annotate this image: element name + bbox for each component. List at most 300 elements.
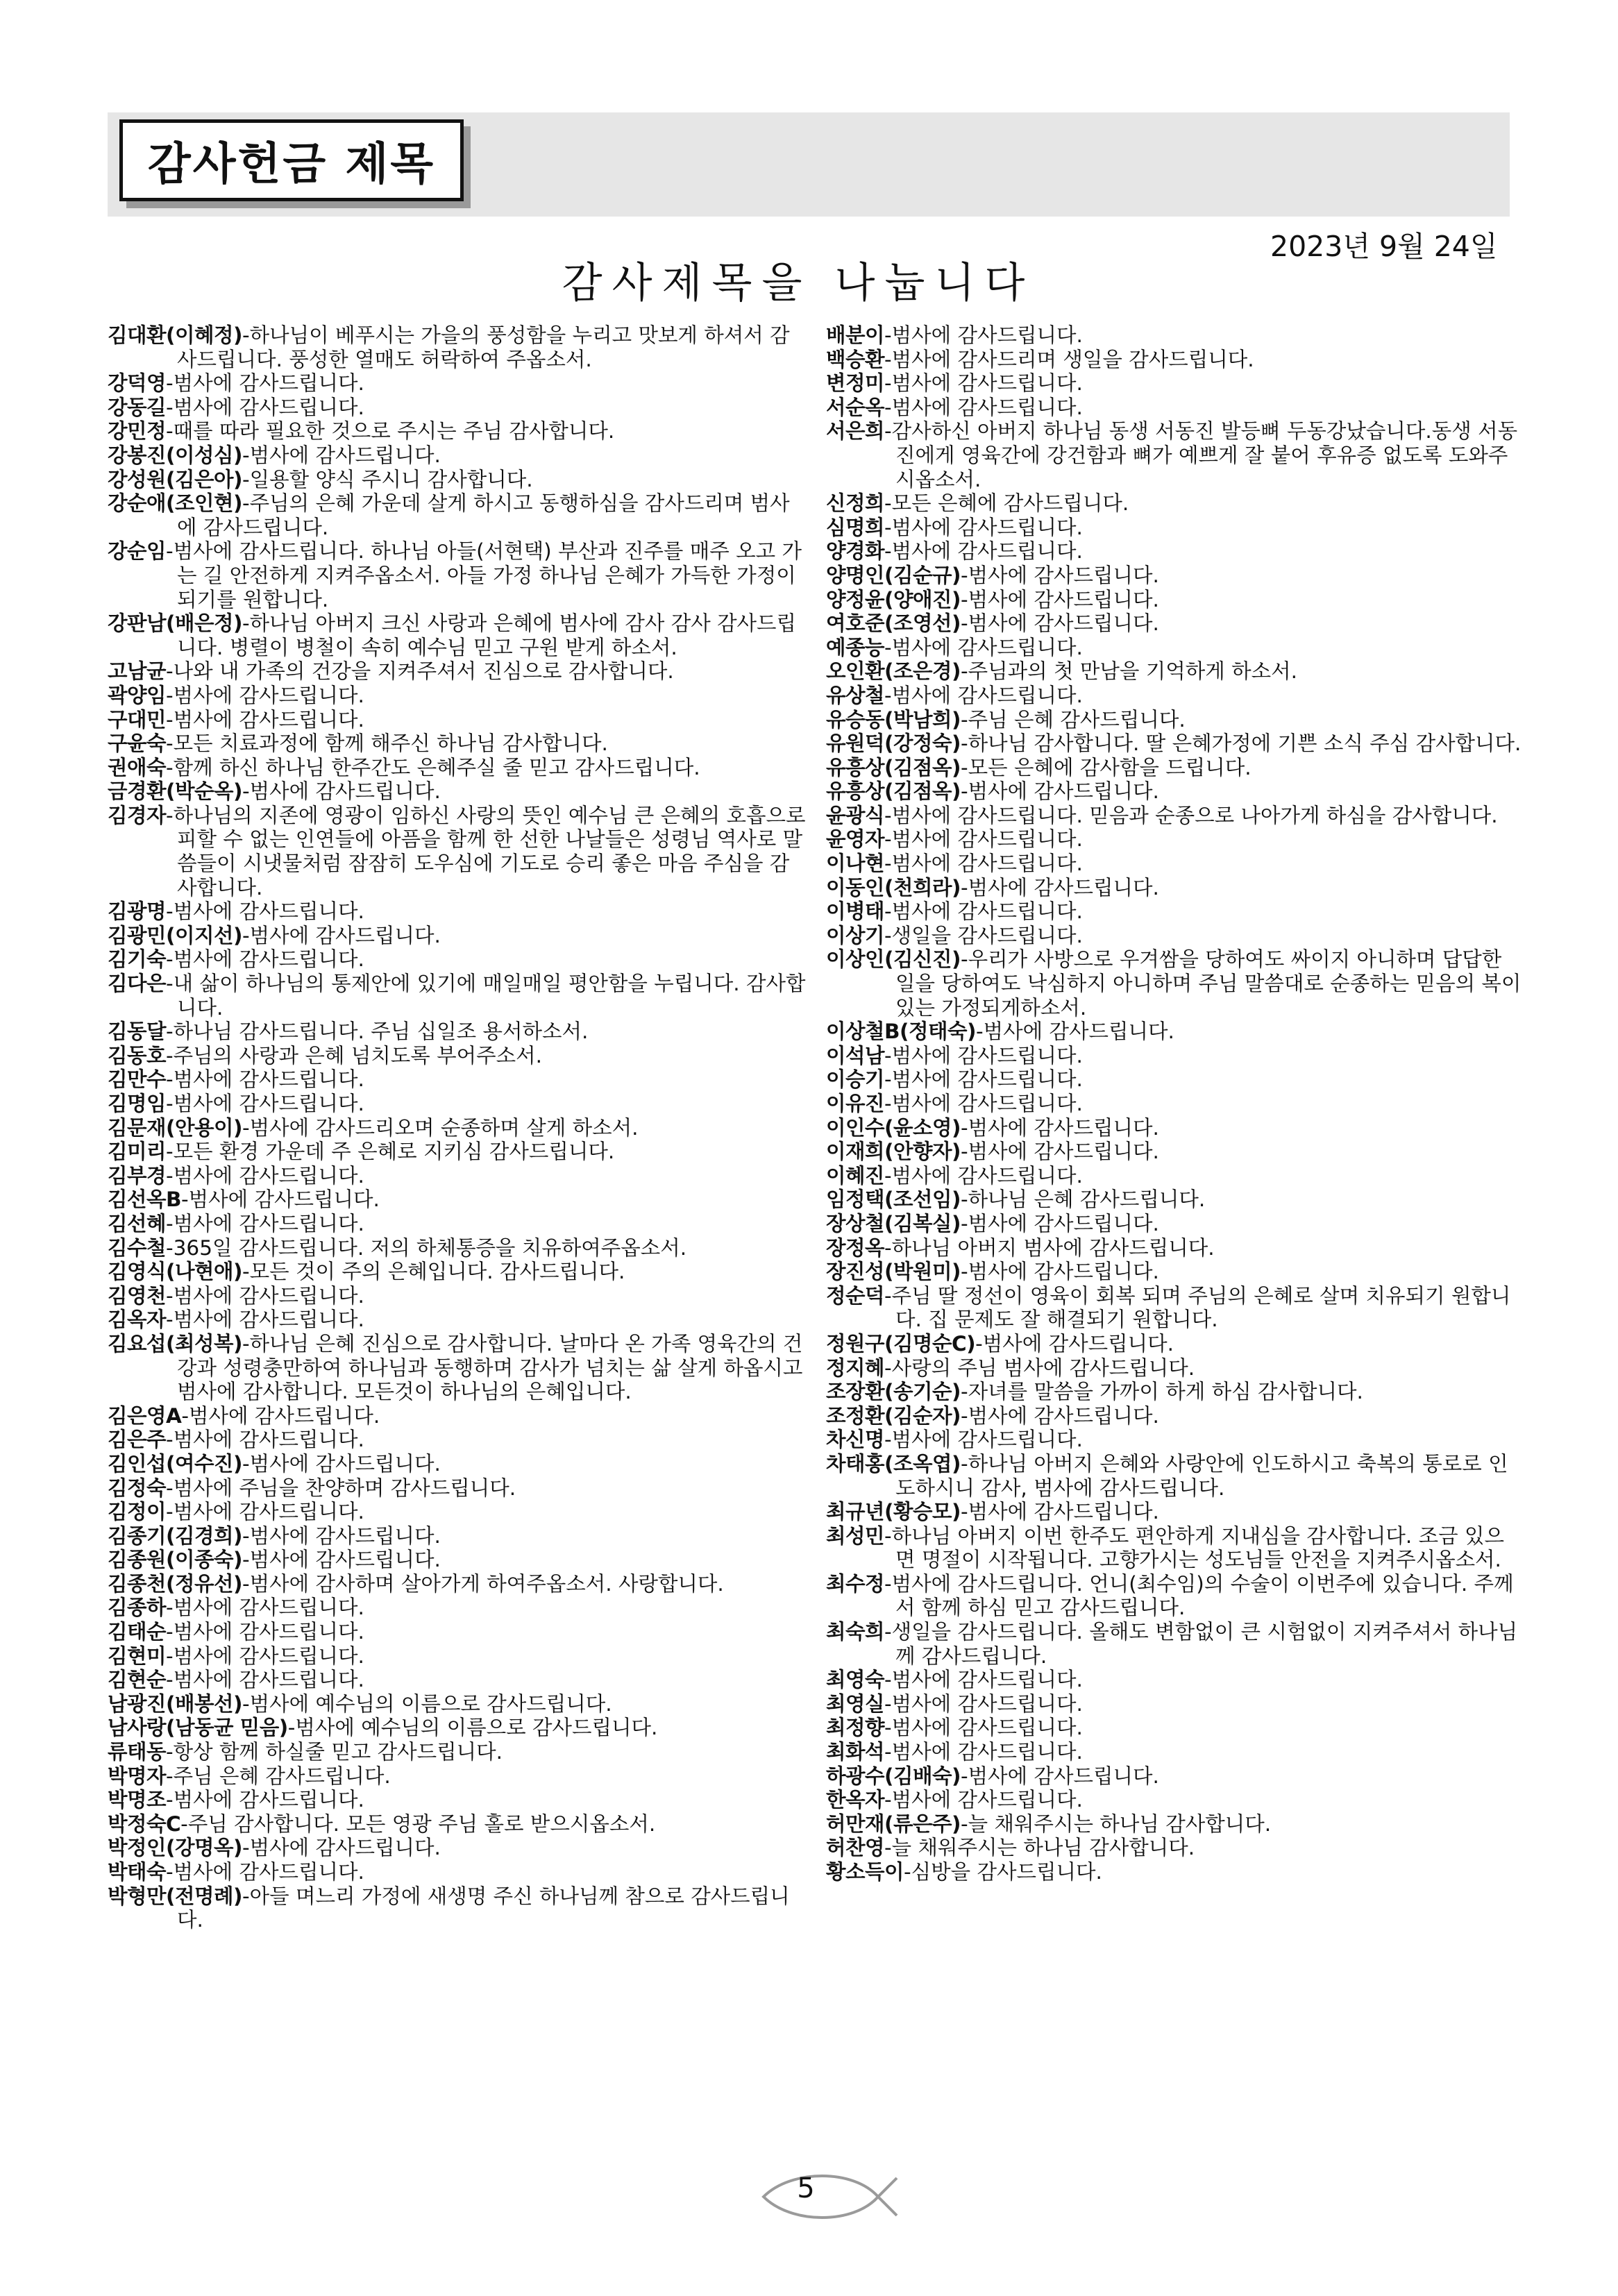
entry-name: 김선옥B <box>108 1188 181 1212</box>
entry-separator: - <box>166 1668 174 1692</box>
entry-name: 최화석 <box>826 1740 884 1764</box>
prayer-entry <box>108 419 809 444</box>
entry-text: 365일 감사드립니다. 저의 하체통증을 치유하여주옵소서. <box>173 1235 687 1260</box>
entry-separator: - <box>166 1067 174 1092</box>
entry-separator: - <box>884 1043 892 1067</box>
entry-name: 황소득이 <box>826 1860 904 1884</box>
entry-text: 범사에 감사드립니다. <box>249 443 441 467</box>
prayer-entry <box>108 1140 809 1164</box>
entry-text: 범사에 감사드립니다. <box>173 1620 364 1644</box>
prayer-entry <box>826 827 1524 852</box>
entry-name: 김미리 <box>108 1140 166 1164</box>
entry-text: 생일을 감사드립니다. 올해도 변함없이 큰 시험없이 지켜주셔서 하나님께 감사드립니다. <box>891 1620 1518 1668</box>
entry-text: 범사에 감사드립니다. <box>968 587 1159 611</box>
prayer-entry <box>108 491 809 539</box>
entry-name: 강덕영 <box>108 371 166 396</box>
entry-name: 허찬영 <box>826 1836 884 1860</box>
entry-text: 모든 은혜에 감사함을 드립니다. <box>968 755 1252 779</box>
entry-text: 자녀를 말씀을 가까이 하게 하심 감사합니다. <box>968 1380 1363 1404</box>
entry-text: 범사에 감사드립니다. <box>891 323 1083 347</box>
prayer-entry <box>108 1716 809 1740</box>
prayer-entry <box>108 924 809 948</box>
prayer-entry <box>826 1764 1524 1789</box>
entry-text: 범사에 감사드립니다. <box>891 395 1083 419</box>
entry-name: 김만수 <box>108 1067 166 1092</box>
entry-name: 최성민 <box>826 1523 884 1548</box>
entry-name: 구윤숙 <box>108 732 166 756</box>
prayer-entry <box>826 684 1524 708</box>
entry-text: 하나님 감사드립니다. 주님 십일조 용서하소서. <box>173 1020 589 1044</box>
prayer-entry <box>108 371 809 396</box>
entry-name: 임정택(조선임) <box>826 1188 961 1212</box>
prayer-entry <box>108 1860 809 1884</box>
entry-text: 범사에 감사드립니다. <box>891 683 1083 707</box>
entry-separator: - <box>166 683 174 707</box>
prayer-entry <box>826 1092 1524 1116</box>
entry-name: 남사랑(남동균 믿음) <box>108 1716 288 1740</box>
prayer-entry <box>826 900 1524 924</box>
prayer-entry <box>108 1476 809 1501</box>
entry-name: 이승기 <box>826 1067 884 1092</box>
entry-separator: - <box>166 419 174 444</box>
entry-name: 이석남 <box>826 1043 884 1067</box>
entry-separator: - <box>884 1620 892 1644</box>
entry-separator: - <box>180 1188 189 1212</box>
section-subtitle: 감사제목을 나눕니다 <box>562 259 1035 307</box>
prayer-entry <box>108 900 809 924</box>
entry-name: 김은주 <box>108 1428 166 1452</box>
entry-text: 때를 따라 필요한 것으로 주시는 주님 감사합니다. <box>173 419 615 444</box>
entry-text: 범사에 감사드립니다. <box>891 900 1083 924</box>
entry-text: 하나님 감사합니다. 딸 은혜가정에 기쁜 소식 주심 감사합니다. <box>968 732 1522 756</box>
entry-name: 최규년(황승모) <box>826 1500 961 1524</box>
prayer-entry <box>826 1788 1524 1812</box>
entry-separator: - <box>166 1596 174 1620</box>
entry-name: 장진성(박원미) <box>826 1260 961 1284</box>
entry-separator: - <box>166 707 174 732</box>
entry-name: 김경자 <box>108 803 166 827</box>
prayer-entry <box>108 756 809 780</box>
prayer-entry <box>826 1067 1524 1092</box>
prayer-entry <box>826 1044 1524 1068</box>
entry-name: 김정숙 <box>108 1476 166 1500</box>
entry-text: 범사에 예수님의 이름으로 감사드립니다. <box>249 1691 612 1716</box>
page-title-text: 감사헌금 제목 <box>147 139 436 190</box>
entry-separator: - <box>242 467 250 491</box>
prayer-entry <box>826 1692 1524 1716</box>
prayer-entry <box>108 1236 809 1260</box>
entry-separator: - <box>166 371 174 396</box>
entry-separator: - <box>884 1788 892 1812</box>
prayer-entry <box>108 1548 809 1572</box>
entry-name: 이유진 <box>826 1092 884 1115</box>
entry-separator: - <box>180 1812 188 1836</box>
entry-text: 범사에 감사드립니다. <box>173 1067 364 1092</box>
entry-name: 강순임 <box>108 539 166 564</box>
prayer-entry <box>826 1740 1524 1764</box>
entry-separator: - <box>242 1451 250 1476</box>
entry-separator: - <box>242 611 250 636</box>
prayer-entry <box>108 1332 809 1404</box>
entry-text: 주님의 사랑과 은혜 넘치도록 부어주소서. <box>173 1043 542 1067</box>
entry-text: 범사에 감사드립니다. <box>891 1740 1083 1764</box>
prayer-entry <box>826 1284 1524 1332</box>
entry-separator: - <box>884 1356 892 1380</box>
prayer-entry <box>826 1212 1524 1236</box>
prayer-entry <box>108 444 809 468</box>
entry-text: 범사에 감사드립니다. <box>983 1020 1174 1044</box>
entry-text: 범사에 감사드립니다. <box>188 1403 380 1428</box>
entry-separator: - <box>960 1260 968 1284</box>
prayer-entry <box>826 1668 1524 1692</box>
entry-separator: - <box>166 1740 174 1764</box>
prayer-entry <box>108 1644 809 1669</box>
entry-text: 범사에 감사드립니다. <box>968 1211 1159 1235</box>
prayer-entry <box>826 1860 1524 1884</box>
entry-separator: - <box>166 1140 174 1164</box>
entry-text: 범사에 감사드립니다. <box>249 923 441 947</box>
prayer-entry <box>826 539 1524 564</box>
entry-text: 범사에 감사드립니다. <box>173 1163 364 1188</box>
entry-name: 김옥자 <box>108 1308 166 1332</box>
entry-name: 김부경 <box>108 1163 166 1188</box>
entry-text: 범사에 감사드립니다. <box>891 827 1083 852</box>
entry-separator: - <box>242 1115 250 1140</box>
prayer-entry <box>826 348 1524 372</box>
prayer-entry <box>108 1500 809 1524</box>
entry-name: 이상인(김신진) <box>826 947 961 972</box>
entry-text: 범사에 감사드리오며 순종하며 살게 하소서. <box>249 1115 639 1140</box>
entry-text: 범사에 감사드립니다. <box>968 1140 1159 1164</box>
entry-text: 범사에 감사드립니다. <box>891 852 1083 876</box>
entry-text: 모든 것이 주의 은혜입니다. 감사드립니다. <box>249 1260 625 1284</box>
entry-name: 김영식(나현애) <box>108 1260 242 1284</box>
prayer-entry <box>108 1188 809 1212</box>
entry-text: 모든 은혜에 감사드립니다. <box>891 491 1129 516</box>
entry-separator: - <box>960 563 968 587</box>
entry-name: 윤영자 <box>826 827 884 852</box>
entry-separator: - <box>166 1644 174 1668</box>
entry-separator: - <box>884 1571 892 1596</box>
entry-name: 이상기 <box>826 923 884 947</box>
prayer-entry <box>108 1452 809 1476</box>
ichthys-fish-icon <box>750 2166 902 2228</box>
entry-text: 생일을 감사드립니다. <box>891 923 1083 947</box>
entry-text: 범사에 감사드립니다. <box>173 1283 364 1308</box>
entry-text: 범사에 감사드립니다. <box>173 1308 364 1332</box>
prayer-entry <box>826 611 1524 636</box>
prayer-entry <box>108 779 809 804</box>
entry-name: 김동호 <box>108 1043 166 1067</box>
entry-text: 늘 채워주시는 하나님 감사합니다. <box>891 1836 1195 1860</box>
entry-name: 조정환(김순자) <box>826 1403 961 1428</box>
entry-name: 허만재(류은주) <box>826 1812 961 1836</box>
entry-text: 하나님 아버지 크신 사랑과 은혜에 범사에 감사 감사 감사드립니다. 병렬이 병철이 속히 예수님 믿고 구원 받게 하소서. <box>177 611 797 659</box>
entry-text: 범사에 감사드립니다. <box>968 875 1159 900</box>
entry-text: 범사에 감사드립니다. <box>891 1092 1083 1115</box>
entry-separator: - <box>242 1884 250 1908</box>
prayer-entry <box>108 1740 809 1764</box>
entry-separator: - <box>960 1140 968 1164</box>
entry-separator: - <box>884 539 892 564</box>
prayer-entry <box>108 1260 809 1284</box>
prayer-entry <box>826 659 1524 684</box>
entry-text: 범사에 감사드립니다. <box>173 1092 364 1115</box>
entry-name: 김동달 <box>108 1020 166 1044</box>
prayer-entry <box>108 1836 809 1860</box>
entry-name: 김정이 <box>108 1500 166 1524</box>
entry-separator: - <box>884 1716 892 1740</box>
prayer-entry <box>108 1788 809 1812</box>
entry-separator: - <box>242 779 250 804</box>
entry-separator: - <box>166 1092 174 1115</box>
entry-name: 정지혜 <box>826 1356 884 1380</box>
entry-text: 감사하신 아버지 하나님 동생 서동진 발등뼈 두동강났습니다.동생 서동진에게 영육간에 강건함과 뼈가 예쁘게 잘 붙어 후유증 없도록 도와주시옵소서. <box>891 419 1518 491</box>
entry-text: 범사에 감사드립니다. <box>891 371 1083 396</box>
prayer-entry <box>108 1284 809 1308</box>
entry-separator: - <box>960 659 968 684</box>
prayer-entry <box>826 564 1524 588</box>
entry-name: 이혜진 <box>826 1163 884 1188</box>
entry-name: 김현미 <box>108 1644 166 1668</box>
entry-text: 범사에 감사드립니다. <box>968 1403 1159 1428</box>
entry-separator: - <box>884 323 892 347</box>
prayer-entry <box>108 539 809 611</box>
entry-text: 하나님의 지존에 영광이 임하신 사랑의 뜻인 예수님 큰 은혜의 호흡으로 피할 수 없는 인연들에 아픔을 함께 한 선한 나날들은 성령님 역사로 말씀들이 시냇물처럼 잠잠히 도우심에 기도로 승리 좋은 마음 주심을 감사합니다. <box>173 803 806 900</box>
entry-text: 범사에 감사드립니다. <box>891 1067 1083 1092</box>
entry-separator: - <box>166 1764 174 1788</box>
entry-name: 유승동(박남희) <box>826 707 961 732</box>
entry-name: 여호준(조영선) <box>826 611 961 636</box>
entry-separator: - <box>960 1451 968 1476</box>
entry-name: 심명희 <box>826 515 884 539</box>
entry-name: 김은영A <box>108 1403 182 1428</box>
prayer-entry <box>108 659 809 684</box>
entry-text: 범사에 감사드립니다. <box>968 611 1159 636</box>
entry-separator: - <box>904 1860 911 1884</box>
entry-name: 류태동 <box>108 1740 166 1764</box>
prayer-entry <box>108 1572 809 1596</box>
entry-separator: - <box>884 1163 892 1188</box>
entry-text: 범사에 감사드립니다. 언니(최수임)의 수술이 이번주에 있습니다. 주께서 함께 하심 믿고 감사드립니다. <box>891 1571 1514 1620</box>
entry-name: 이상철B(정태숙) <box>826 1020 976 1044</box>
prayer-entry <box>826 1332 1524 1356</box>
entry-name: 김종하 <box>108 1596 166 1620</box>
prayer-entry <box>826 1812 1524 1837</box>
entry-text: 범사에 감사드립니다. <box>249 779 441 804</box>
entry-name: 김기숙 <box>108 947 166 972</box>
entry-name: 강판남(배은정) <box>108 611 242 636</box>
prayer-entry <box>826 1716 1524 1740</box>
prayer-entry <box>108 684 809 708</box>
entry-separator: - <box>166 539 174 564</box>
entry-separator: - <box>242 443 250 467</box>
entry-name: 박정숙C <box>108 1812 181 1836</box>
entry-text: 범사에 감사드립니다. <box>173 1428 364 1452</box>
entry-separator: - <box>884 371 892 396</box>
prayer-entry <box>108 1044 809 1068</box>
entry-separator: - <box>166 1211 174 1235</box>
prayer-entry <box>826 1356 1524 1381</box>
entry-separator: - <box>960 1500 968 1524</box>
entry-separator: - <box>960 587 968 611</box>
prayer-entry <box>826 852 1524 876</box>
entry-text: 범사에 감사드립니다. <box>173 1788 364 1812</box>
entry-text: 주님 은혜 감사드립니다. <box>173 1764 391 1788</box>
prayer-entry <box>108 804 809 900</box>
prayer-entry <box>108 323 809 371</box>
entry-separator: - <box>166 900 174 924</box>
entry-separator: - <box>884 852 892 876</box>
entry-name: 강동길 <box>108 395 166 419</box>
prayer-entry <box>108 1620 809 1644</box>
entry-separator: - <box>960 1115 968 1140</box>
prayer-entry <box>826 1836 1524 1860</box>
entry-text: 범사에 감사드립니다. <box>173 1644 364 1668</box>
entry-separator: - <box>166 1860 174 1884</box>
entry-text: 하나님 은혜 감사드립니다. <box>968 1188 1206 1212</box>
prayer-entry <box>826 1260 1524 1284</box>
entry-separator: - <box>884 1092 892 1115</box>
entry-separator: - <box>884 923 892 947</box>
entry-name: 최수정 <box>826 1571 884 1596</box>
prayer-entry <box>826 588 1524 612</box>
entry-separator: - <box>242 1571 250 1596</box>
prayer-entry <box>108 1404 809 1428</box>
prayer-entry <box>108 1308 809 1332</box>
entry-name: 김요섭(최성복) <box>108 1331 242 1356</box>
prayer-entry <box>826 1116 1524 1140</box>
entry-text: 범사에 감사드립니다. <box>891 1788 1083 1812</box>
entry-text: 범사에 감사드립니다. <box>173 1211 364 1235</box>
prayer-entry <box>108 1524 809 1548</box>
entry-text: 범사에 감사드립니다. <box>188 1188 380 1212</box>
entry-text: 범사에 감사드립니다. <box>968 1500 1159 1524</box>
entry-name: 차태홍(조옥엽) <box>826 1451 961 1476</box>
entry-text: 주님 은혜 감사드립니다. <box>968 707 1186 732</box>
entry-name: 김종기(김경희) <box>108 1523 242 1548</box>
entry-separator: - <box>242 491 250 516</box>
entry-separator: - <box>884 1668 892 1692</box>
entry-separator: - <box>242 1523 250 1548</box>
prayer-entry <box>826 396 1524 420</box>
entry-text: 범사에 감사드립니다. <box>173 371 364 396</box>
prayer-entry <box>108 708 809 732</box>
entry-text: 범사에 감사드립니다. <box>891 539 1083 564</box>
entry-text: 모든 환경 가운데 주 은혜로 지키심 감사드립니다. <box>173 1140 615 1164</box>
entry-text: 범사에 감사드립니다. <box>891 1716 1083 1740</box>
prayer-entry <box>108 1116 809 1140</box>
entry-separator: - <box>884 1523 892 1548</box>
entry-separator: - <box>960 707 968 732</box>
entry-separator: - <box>166 1235 174 1260</box>
entry-name: 김영천 <box>108 1283 166 1308</box>
entry-text: 주님과의 첫 만남을 기억하게 하소서. <box>968 659 1297 684</box>
entry-name: 이인수(윤소영) <box>826 1115 961 1140</box>
entry-name: 강성원(김은아) <box>108 467 242 491</box>
entry-separator: - <box>884 491 892 516</box>
entry-text: 범사에 감사드립니다. <box>173 947 364 972</box>
entry-name: 박태숙 <box>108 1860 166 1884</box>
entry-text: 범사에 감사드립니다. <box>968 1115 1159 1140</box>
entry-text: 심방을 감사드립니다. <box>911 1860 1102 1884</box>
entry-separator: - <box>960 1211 968 1235</box>
entry-name: 차신명 <box>826 1428 884 1452</box>
entry-name: 양명인(김순규) <box>826 563 961 587</box>
entry-separator: - <box>884 1067 892 1092</box>
entry-separator: - <box>166 1788 174 1812</box>
entry-text: 주님의 은혜 가운데 살게 하시고 동행하심을 감사드리며 범사에 감사드립니다. <box>177 491 790 539</box>
entry-name: 조장환(송기순) <box>826 1380 961 1404</box>
entry-text: 범사에 감사드립니다. <box>173 1500 364 1524</box>
prayer-entry <box>826 636 1524 660</box>
entry-name: 김명임 <box>108 1092 166 1115</box>
entry-separator: - <box>884 900 892 924</box>
prayer-entry <box>108 972 809 1020</box>
entry-text: 범사에 감사드립니다. <box>249 1523 441 1548</box>
prayer-entry <box>826 1140 1524 1164</box>
entry-text: 하나님 아버지 범사에 감사드립니다. <box>891 1235 1215 1260</box>
entry-name: 김현순 <box>108 1668 166 1692</box>
prayer-entry <box>826 756 1524 780</box>
entry-name: 김다은 <box>108 972 166 996</box>
entry-text: 주님 감사합니다. 모든 영광 주님 홀로 받으시옵소서. <box>187 1812 656 1836</box>
prayer-entry <box>108 1764 809 1789</box>
prayer-entry <box>826 1020 1524 1044</box>
prayer-entry <box>108 1596 809 1620</box>
entry-text: 하나님 아버지 이번 한주도 편안하게 지내심을 감사합니다. 조금 있으면 명절이 시작됩니다. 고향가시는 성도님들 안전을 지켜주시옵소서. <box>891 1523 1504 1572</box>
prayer-entry <box>826 876 1524 900</box>
entry-name: 남광진(배봉선) <box>108 1691 242 1716</box>
prayer-entry <box>826 1380 1524 1404</box>
entry-name: 이재희(안향자) <box>826 1140 961 1164</box>
entry-separator: - <box>166 947 174 972</box>
entry-separator: - <box>166 732 174 756</box>
entry-name: 서은희 <box>826 419 884 444</box>
entry-text: 범사에 감사드립니다. <box>968 563 1159 587</box>
entry-separator: - <box>960 779 968 804</box>
entry-name: 김종천(정유선) <box>108 1571 242 1596</box>
entry-name: 이병태 <box>826 900 884 924</box>
entry-name: 김광민(이지선) <box>108 923 242 947</box>
entry-separator: - <box>242 1331 250 1356</box>
entry-text: 범사에 감사드립니다. <box>173 1596 364 1620</box>
prayer-entry <box>108 1812 809 1837</box>
entry-separator: - <box>960 1812 968 1836</box>
entry-text: 모든 치료과정에 함께 해주신 하나님 감사합니다. <box>173 732 608 756</box>
prayer-entry <box>108 468 809 492</box>
entry-text: 범사에 감사드립니다. <box>173 1860 364 1884</box>
entry-name: 김선혜 <box>108 1211 166 1235</box>
entry-name: 최정향 <box>826 1716 884 1740</box>
entry-text: 범사에 감사드립니다. <box>891 1668 1083 1692</box>
entry-separator: - <box>960 947 968 972</box>
entry-text: 범사에 감사드립니다. <box>982 1331 1174 1356</box>
entry-text: 내 삶이 하나님의 통제안에 있기에 매일매일 평안함을 누립니다. 감사합니다. <box>173 972 806 1020</box>
prayer-entry <box>826 323 1524 348</box>
entry-separator: - <box>166 972 174 996</box>
entry-separator: - <box>242 923 250 947</box>
entry-name: 김대환(이혜정) <box>108 323 242 347</box>
prayer-entry <box>108 1692 809 1716</box>
entry-separator: - <box>166 1043 174 1067</box>
entry-text: 범사에 감사드립니다. <box>891 1043 1083 1067</box>
prayer-entry <box>826 947 1524 1020</box>
entry-separator: - <box>975 1331 983 1356</box>
entry-text: 하나님이 베푸시는 가을의 풍성함을 누리고 맛보게 하셔서 감사드립니다. 풍성한 열매도 허락하여 주옵소서. <box>177 323 790 371</box>
entry-name: 구대민 <box>108 707 166 732</box>
entry-name: 강봉진(이성심) <box>108 443 242 467</box>
